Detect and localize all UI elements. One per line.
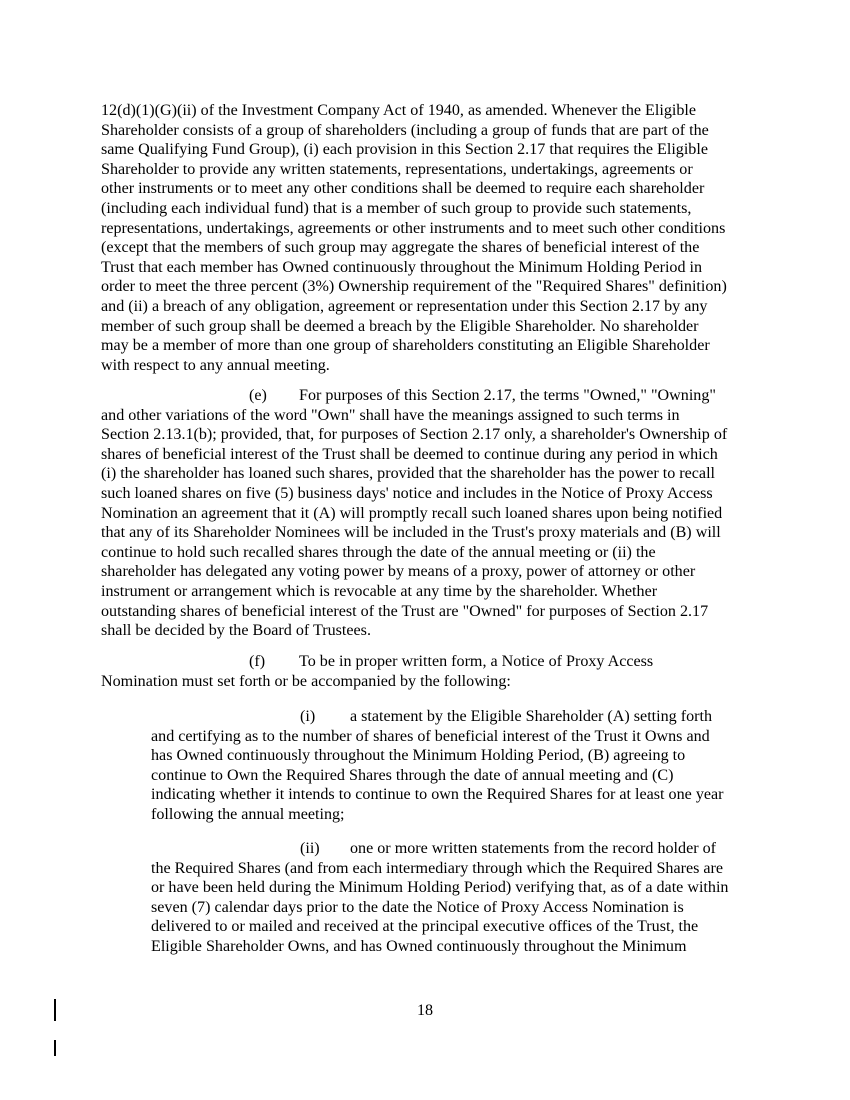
text-line: shares of beneficial interest of the Trust shall be deemed to continue during any period in which xyxy=(101,445,718,463)
text-line: delivered to or mailed and received at the principal executive offices of the Trust, the xyxy=(151,918,699,936)
revision-bar xyxy=(54,1040,56,1056)
paragraph-label: (e) xyxy=(249,387,267,404)
subparagraph-f-ii-record-holder xyxy=(151,839,761,957)
paragraph-first-line xyxy=(151,707,761,727)
text-line: other instruments or to meet any other conditions shall be deemed to require each shareholder xyxy=(101,180,705,198)
text-line: the Required Shares (and from each intermediary through which the Required Shares are xyxy=(151,859,724,877)
paragraph-first-line-text: To be in proper written form, a Notice of Proxy Access xyxy=(299,653,654,670)
text-line: such loaned shares on five (5) business days' notice and includes in the Notice of Proxy Access xyxy=(101,484,713,502)
paragraph-e-ownership-definition xyxy=(101,386,761,641)
paragraph-eligible-shareholder-group xyxy=(101,101,761,375)
text-line: representations, undertakings, agreements or other instruments and to meet such other conditions xyxy=(101,219,726,237)
text-line: indicating whether it intends to continue to own the Required Shares for at least one year xyxy=(151,786,724,804)
text-line: Nomination must set forth or be accompanied by the following: xyxy=(101,672,511,690)
text-line: following the annual meeting; xyxy=(151,805,345,823)
text-line: may be a member of more than one group of shareholders constituting an Eligible Shareholder xyxy=(101,337,710,355)
text-line: outstanding shares of beneficial interest of the Trust are "Owned" for purposes of Section 2.17 xyxy=(101,602,709,620)
paragraph-first-line xyxy=(101,386,761,406)
page-number: 18 xyxy=(416,1002,434,1019)
text-line: Section 2.13.1(b); provided, that, for purposes of Section 2.17 only, a shareholder's Ownership of xyxy=(101,426,728,444)
paragraph-label: (i) xyxy=(300,708,316,725)
text-line: member of such group shall be deemed a breach by the Eligible Shareholder. No shareholder xyxy=(101,317,699,335)
paragraph-f-written-form xyxy=(101,652,761,691)
text-line: seven (7) calendar days prior to the date the Notice of Proxy Access Nomination is xyxy=(151,898,684,916)
text-line: that any of its Shareholder Nominees will be included in the Trust's proxy materials and (B) will xyxy=(101,524,721,542)
text-line: Eligible Shareholder Owns, and has Owned continuously throughout the Minimum xyxy=(151,937,687,955)
text-line: shareholder has delegated any voting power by means of a proxy, power of attorney or other xyxy=(101,563,696,581)
text-line: same Qualifying Fund Group), (i) each provision in this Section 2.17 that requires the Eligible xyxy=(101,141,708,159)
paragraph-first-line-text: one or more written statements from the record holder of xyxy=(350,840,717,857)
text-line: continue to Own the Required Shares through the date of annual meeting and (C) xyxy=(151,766,674,784)
paragraph-first-line-text: For purposes of this Section 2.17, the terms "Owned," "Owning" xyxy=(299,387,716,404)
text-line: Shareholder consists of a group of shareholders (including a group of funds that are part of the xyxy=(101,121,709,139)
text-line: with respect to any annual meeting. xyxy=(101,356,330,374)
text-line: has Owned continuously throughout the Minimum Holding Period, (B) agreeing to xyxy=(151,747,686,765)
text-line: continue to hold such recalled shares through the date of the annual meeting or (ii) the xyxy=(101,543,656,561)
text-line: Shareholder to provide any written statements, representations, undertakings, agreements or xyxy=(101,160,693,178)
paragraph-label: (f) xyxy=(249,653,266,670)
text-line: order to meet the three percent (3%) Ownership requirement of the "Required Shares" definition) xyxy=(101,278,727,296)
text-line: Trust that each member has Owned continuously throughout the Minimum Holding Period in xyxy=(101,258,703,276)
text-line: (i) the shareholder has loaned such shares, provided that the shareholder has the power to recall xyxy=(101,465,716,483)
text-line: instrument or arrangement which is revocable at any time by the shareholder. Whether xyxy=(101,582,658,600)
text-line: (including each individual fund) that is a member of such group to provide such statements, xyxy=(101,199,692,217)
text-line: shall be decided by the Board of Trustees. xyxy=(101,622,371,640)
text-line: and (ii) a breach of any obligation, agreement or representation under this Section 2.17 by any xyxy=(101,297,708,315)
paragraph-first-line-text: a statement by the Eligible Shareholder (A) setting forth xyxy=(350,708,713,725)
text-line: (except that the members of such group may aggregate the shares of beneficial interest of the xyxy=(101,239,700,257)
text-line: or have been held during the Minimum Holding Period) verifying that, as of a date within xyxy=(151,879,729,897)
paragraph-first-line xyxy=(151,839,761,859)
text-line: and certifying as to the number of shares of beneficial interest of the Trust it Owns and xyxy=(151,727,710,745)
text-line: 12(d)(1)(G)(ii) of the Investment Company Act of 1940, as amended. Whenever the Eligible xyxy=(101,102,696,119)
revision-bar xyxy=(54,999,56,1021)
subparagraph-f-i-statement xyxy=(151,707,761,825)
paragraph-first-line xyxy=(101,652,761,672)
paragraph-label: (ii) xyxy=(300,840,320,857)
text-line: and other variations of the word "Own" shall have the meanings assigned to such terms in xyxy=(101,406,680,424)
text-line: Nomination an agreement that it (A) will promptly recall such loaned shares upon being notified xyxy=(101,504,723,522)
